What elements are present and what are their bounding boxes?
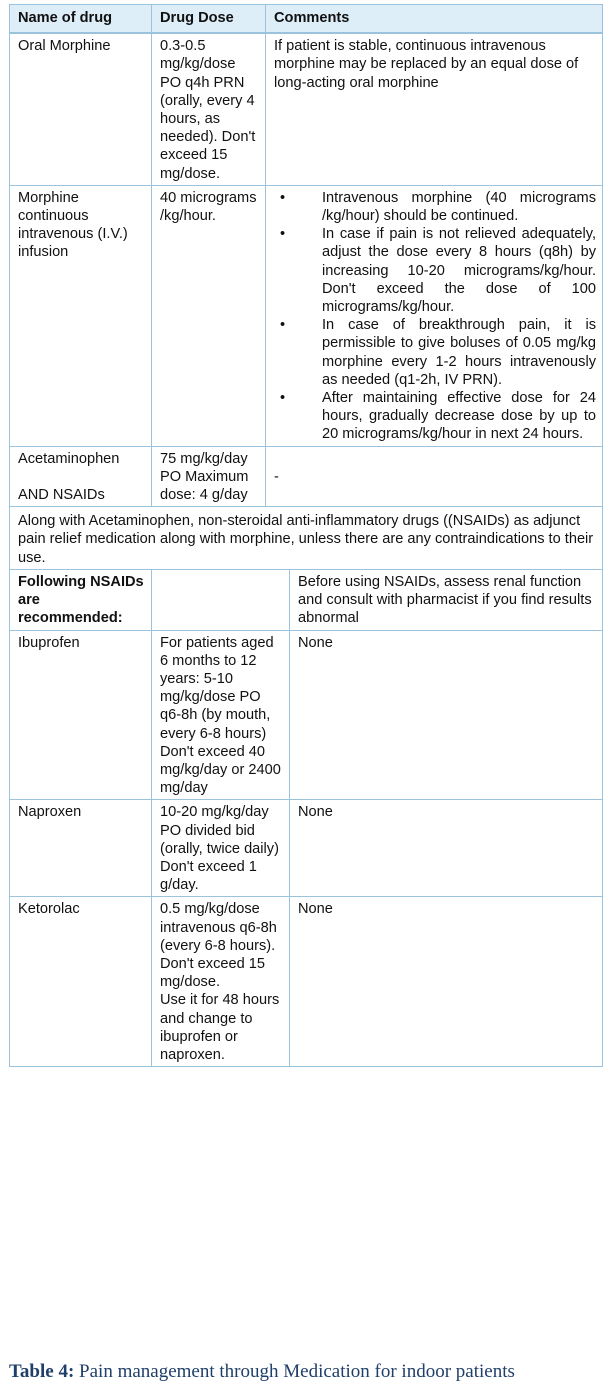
- drug-dose-cell: [152, 800, 290, 897]
- nsaid-header-dose: [152, 569, 290, 630]
- comment-cell: [266, 185, 603, 446]
- drug-name-line: Acetaminophen: [18, 450, 120, 467]
- dose-line: Don't exceed 40 mg/kg/day or 2400 mg/day: [160, 743, 281, 797]
- bullet-item: • After maintaining effective dose for 24 hours, gradually decrease dose by up to 20 micrograms/kg/hour in next 24 hours.: [274, 389, 596, 444]
- drug-dose-cell: 0.3-0.5 mg/kg/dose PO q4h PRN (orally, every 4 hours, as needed). Don't exceed 15 mg/dose.: [152, 33, 266, 185]
- comment-bullet-list: [274, 189, 596, 444]
- dose-line: 10-20 mg/kg/day PO divided bid (orally, twice daily): [160, 804, 279, 857]
- comment-cell: [266, 446, 603, 507]
- table-row-ketorolac: [10, 897, 603, 1067]
- table-row-acetaminophen: [10, 446, 603, 507]
- drug-name-cell: Morphine continuous intravenous (I.V.) infusion: [10, 185, 152, 446]
- table-header-row: [10, 5, 603, 34]
- drug-dose-cell: 75 mg/kg/day PO Maximum dose: 4 g/day: [152, 446, 266, 507]
- drug-name-cell: Ketorolac: [10, 897, 152, 1067]
- drug-name-cell: [10, 446, 152, 507]
- bullet-item: • In case of breakthrough pain, it is permissible to give boluses of 0.05 mg/kg morphine every 1-2 hours intravenously as needed (q1-2h, IV PRN).: [274, 316, 596, 389]
- bullet-item: • Intravenous morphine (40 micrograms /kg/hour) should be continued.: [274, 189, 596, 225]
- table-row-morphine-infusion: [10, 185, 603, 446]
- comment-cell: None: [290, 630, 603, 800]
- comment-cell: If patient is stable, continuous intravenous morphine may be replaced by an equal dose of long-acting oral morphine: [266, 33, 603, 185]
- comment-dash: -: [274, 468, 279, 485]
- dose-line: 0.5 mg/kg/dose intravenous q6-8h (every 6-8 hours).: [160, 901, 277, 954]
- drug-dose-cell: [152, 630, 290, 800]
- dose-line: Don't exceed 15 mg/dose.: [160, 955, 266, 991]
- drug-name-cell: Ibuprofen: [10, 630, 152, 800]
- nsaid-header-name: Following NSAIDs are recommended:: [10, 569, 152, 630]
- drug-name-line: AND NSAIDs: [18, 486, 105, 503]
- bullet-item: • In case if pain is not relieved adequately, adjust the dose every 8 hours (q8h) by increasing 10-20 micrograms/kg/hour. Don't exceed the dose of 100 micrograms/kg/hour.: [274, 225, 596, 316]
- header-drug-dose: Drug Dose: [152, 5, 266, 34]
- drug-name-cell: Naproxen: [10, 800, 152, 897]
- drug-dose-cell: [152, 897, 290, 1067]
- drug-name-cell: Oral Morphine: [10, 33, 152, 185]
- caption-text: Pain management through Medication for indoor patients: [79, 1361, 515, 1382]
- table-row-nsaid-header: [10, 569, 603, 630]
- dose-line: Don't exceed 1 g/day.: [160, 858, 257, 894]
- comment-cell: None: [290, 800, 603, 897]
- drug-dose-cell: 40 micrograms /kg/hour.: [152, 185, 266, 446]
- dose-line: Use it for 48 hours and change to ibuprofen or naproxen.: [160, 992, 280, 1063]
- span-note-cell: Along with Acetaminophen, non-steroidal anti-inflammatory drugs ((NSAIDs) as adjunct pain relief medication along with morphine, unless there are any contraindications to their use.: [10, 507, 603, 570]
- nsaid-header-comment: Before using NSAIDs, assess renal function and consult with pharmacist if you find results abnormal: [290, 569, 603, 630]
- caption-label: Table 4:: [9, 1361, 75, 1382]
- table-row-naproxen: [10, 800, 603, 897]
- table-row-ibuprofen: [10, 630, 603, 800]
- pain-medication-table: [9, 4, 603, 1067]
- dose-line: For patients aged 6 months to 12 years: 5-10 mg/kg/dose PO q6-8h (by mouth, every 6-8 hours): [160, 634, 274, 742]
- comment-cell: None: [290, 897, 603, 1067]
- table-row-oral-morphine: [10, 33, 603, 185]
- header-name-of-drug: Name of drug: [10, 5, 152, 34]
- table-row-span-note: [10, 507, 603, 570]
- table-caption: [9, 1360, 602, 1384]
- header-comments: Comments: [266, 5, 603, 34]
